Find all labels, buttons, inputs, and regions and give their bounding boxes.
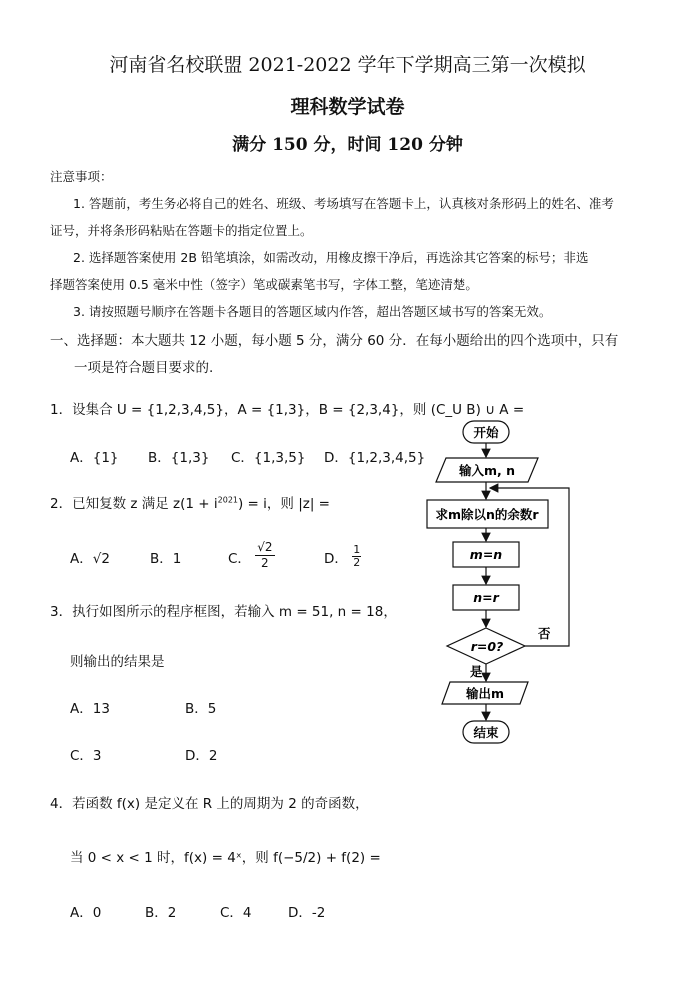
flowchart-no-label: 否 bbox=[538, 626, 551, 641]
q2-option-c-fraction bbox=[255, 540, 274, 571]
q2-stem-b: ) = i，则 |z| = bbox=[238, 496, 330, 512]
q1-option-c: C．{1,3,5} bbox=[231, 450, 306, 466]
notice-item1-line2: 证号，并将条形码粘贴在答题卡的指定位置上。 bbox=[50, 223, 313, 238]
flowchart-output-label: 输出m bbox=[465, 686, 505, 701]
flowchart-step-n-eq-r-label: n=r bbox=[473, 590, 499, 605]
q3-option-d: D．2 bbox=[185, 748, 218, 764]
section1-line1: 一、选择题：本大题共 12 小题，每小题 5 分，满分 60 分．在每小题给出的四个选项中，只有 bbox=[50, 333, 619, 349]
flowchart-step-m-eq-n-label: m=n bbox=[469, 547, 503, 562]
q3-option-c: C．3 bbox=[70, 748, 102, 764]
q2-option-d-numerator: 1 bbox=[353, 542, 361, 556]
q3-stem2: 则输出的结果是 bbox=[70, 654, 165, 670]
q2-option-d-fraction bbox=[352, 544, 361, 569]
q2-option-c bbox=[228, 539, 275, 571]
q4-option-b: B．2 bbox=[145, 905, 177, 921]
q2-stem bbox=[50, 492, 330, 512]
flowchart-start-label: 开始 bbox=[473, 425, 499, 440]
q1-stem: 1．设集合 U = {1,2,3,4,5}，A = {1,3}，B = {2,3,4}，则 (C_U B) ∪ A = bbox=[50, 402, 525, 418]
flowchart bbox=[410, 410, 590, 750]
notice-item2-line1: 2. 选择题答案使用 2B 铅笔填涂，如需改动，用橡皮擦干净后，再选涂其它答案的标号；非选 bbox=[73, 250, 589, 265]
q4-option-d: D．-2 bbox=[288, 905, 326, 921]
q2-option-c-numerator: √2 bbox=[257, 539, 273, 554]
flowchart-decision-label: r=0? bbox=[470, 639, 504, 654]
q4-stem2: 当 0 < x < 1 时，f(x) = 4ˣ，则 f(−5/2) + f(2) = bbox=[70, 850, 381, 866]
notice-item2-line2: 择题答案使用 0.5 毫米中性（签字）笔或碳素笔书写，字体工整，笔迹清楚。 bbox=[50, 277, 478, 292]
q4-option-a: A．0 bbox=[70, 905, 102, 921]
exam-title: 河南省名校联盟 2021-2022 学年下学期高三第一次模拟 bbox=[109, 54, 586, 76]
q2-option-d bbox=[324, 542, 361, 569]
notice-item3: 3. 请按照题号顺序在答题卡各题目的答题区域内作答，超出答题区域书写的答案无效。 bbox=[73, 304, 552, 319]
q2-option-c-label: C． bbox=[228, 551, 251, 567]
section1-line2: 一项是符合题目要求的. bbox=[74, 360, 214, 376]
q2-option-b: B．1 bbox=[150, 551, 182, 567]
q2-option-d-label: D． bbox=[324, 551, 348, 567]
q3-stem: 3．执行如图所示的程序框图，若输入 m = 51, n = 18， bbox=[50, 604, 397, 620]
flowchart-end-label: 结束 bbox=[473, 725, 499, 740]
flowchart-yes-label: 是 bbox=[470, 664, 483, 679]
q2-option-a: A．√2 bbox=[70, 551, 110, 567]
q2-stem-a: 2．已知复数 z 满足 z(1 + i bbox=[50, 496, 218, 512]
q1-option-a: A．{1} bbox=[70, 450, 119, 466]
exam-meta: 满分 150 分，时间 120 分钟 bbox=[232, 135, 463, 155]
q1-option-d: D．{1,2,3,4,5} bbox=[324, 450, 426, 466]
q4-stem: 4．若函数 f(x) 是定义在 R 上的周期为 2 的奇函数， bbox=[50, 796, 369, 812]
q2-option-c-denominator: 2 bbox=[261, 555, 269, 570]
q3-option-b: B．5 bbox=[185, 701, 217, 717]
q2-stem-exponent: 2021 bbox=[217, 495, 238, 505]
q3-option-a: A．13 bbox=[70, 701, 110, 717]
exam-subtitle: 理科数学试卷 bbox=[290, 96, 405, 118]
q2-option-d-denominator: 2 bbox=[353, 555, 361, 569]
notice-heading: 注意事项： bbox=[50, 169, 113, 184]
flowchart-step-remainder-label: 求m除以n的余数r bbox=[435, 507, 539, 522]
q4-option-c: C．4 bbox=[220, 905, 252, 921]
q1-option-b: B．{1,3} bbox=[148, 450, 210, 466]
flowchart-input-label: 输入m, n bbox=[458, 463, 516, 478]
notice-item1-line1: 1. 答题前，考生务必将自己的姓名、班级、考场填写在答题卡上，认真核对条形码上的姓名、准考 bbox=[73, 196, 614, 211]
